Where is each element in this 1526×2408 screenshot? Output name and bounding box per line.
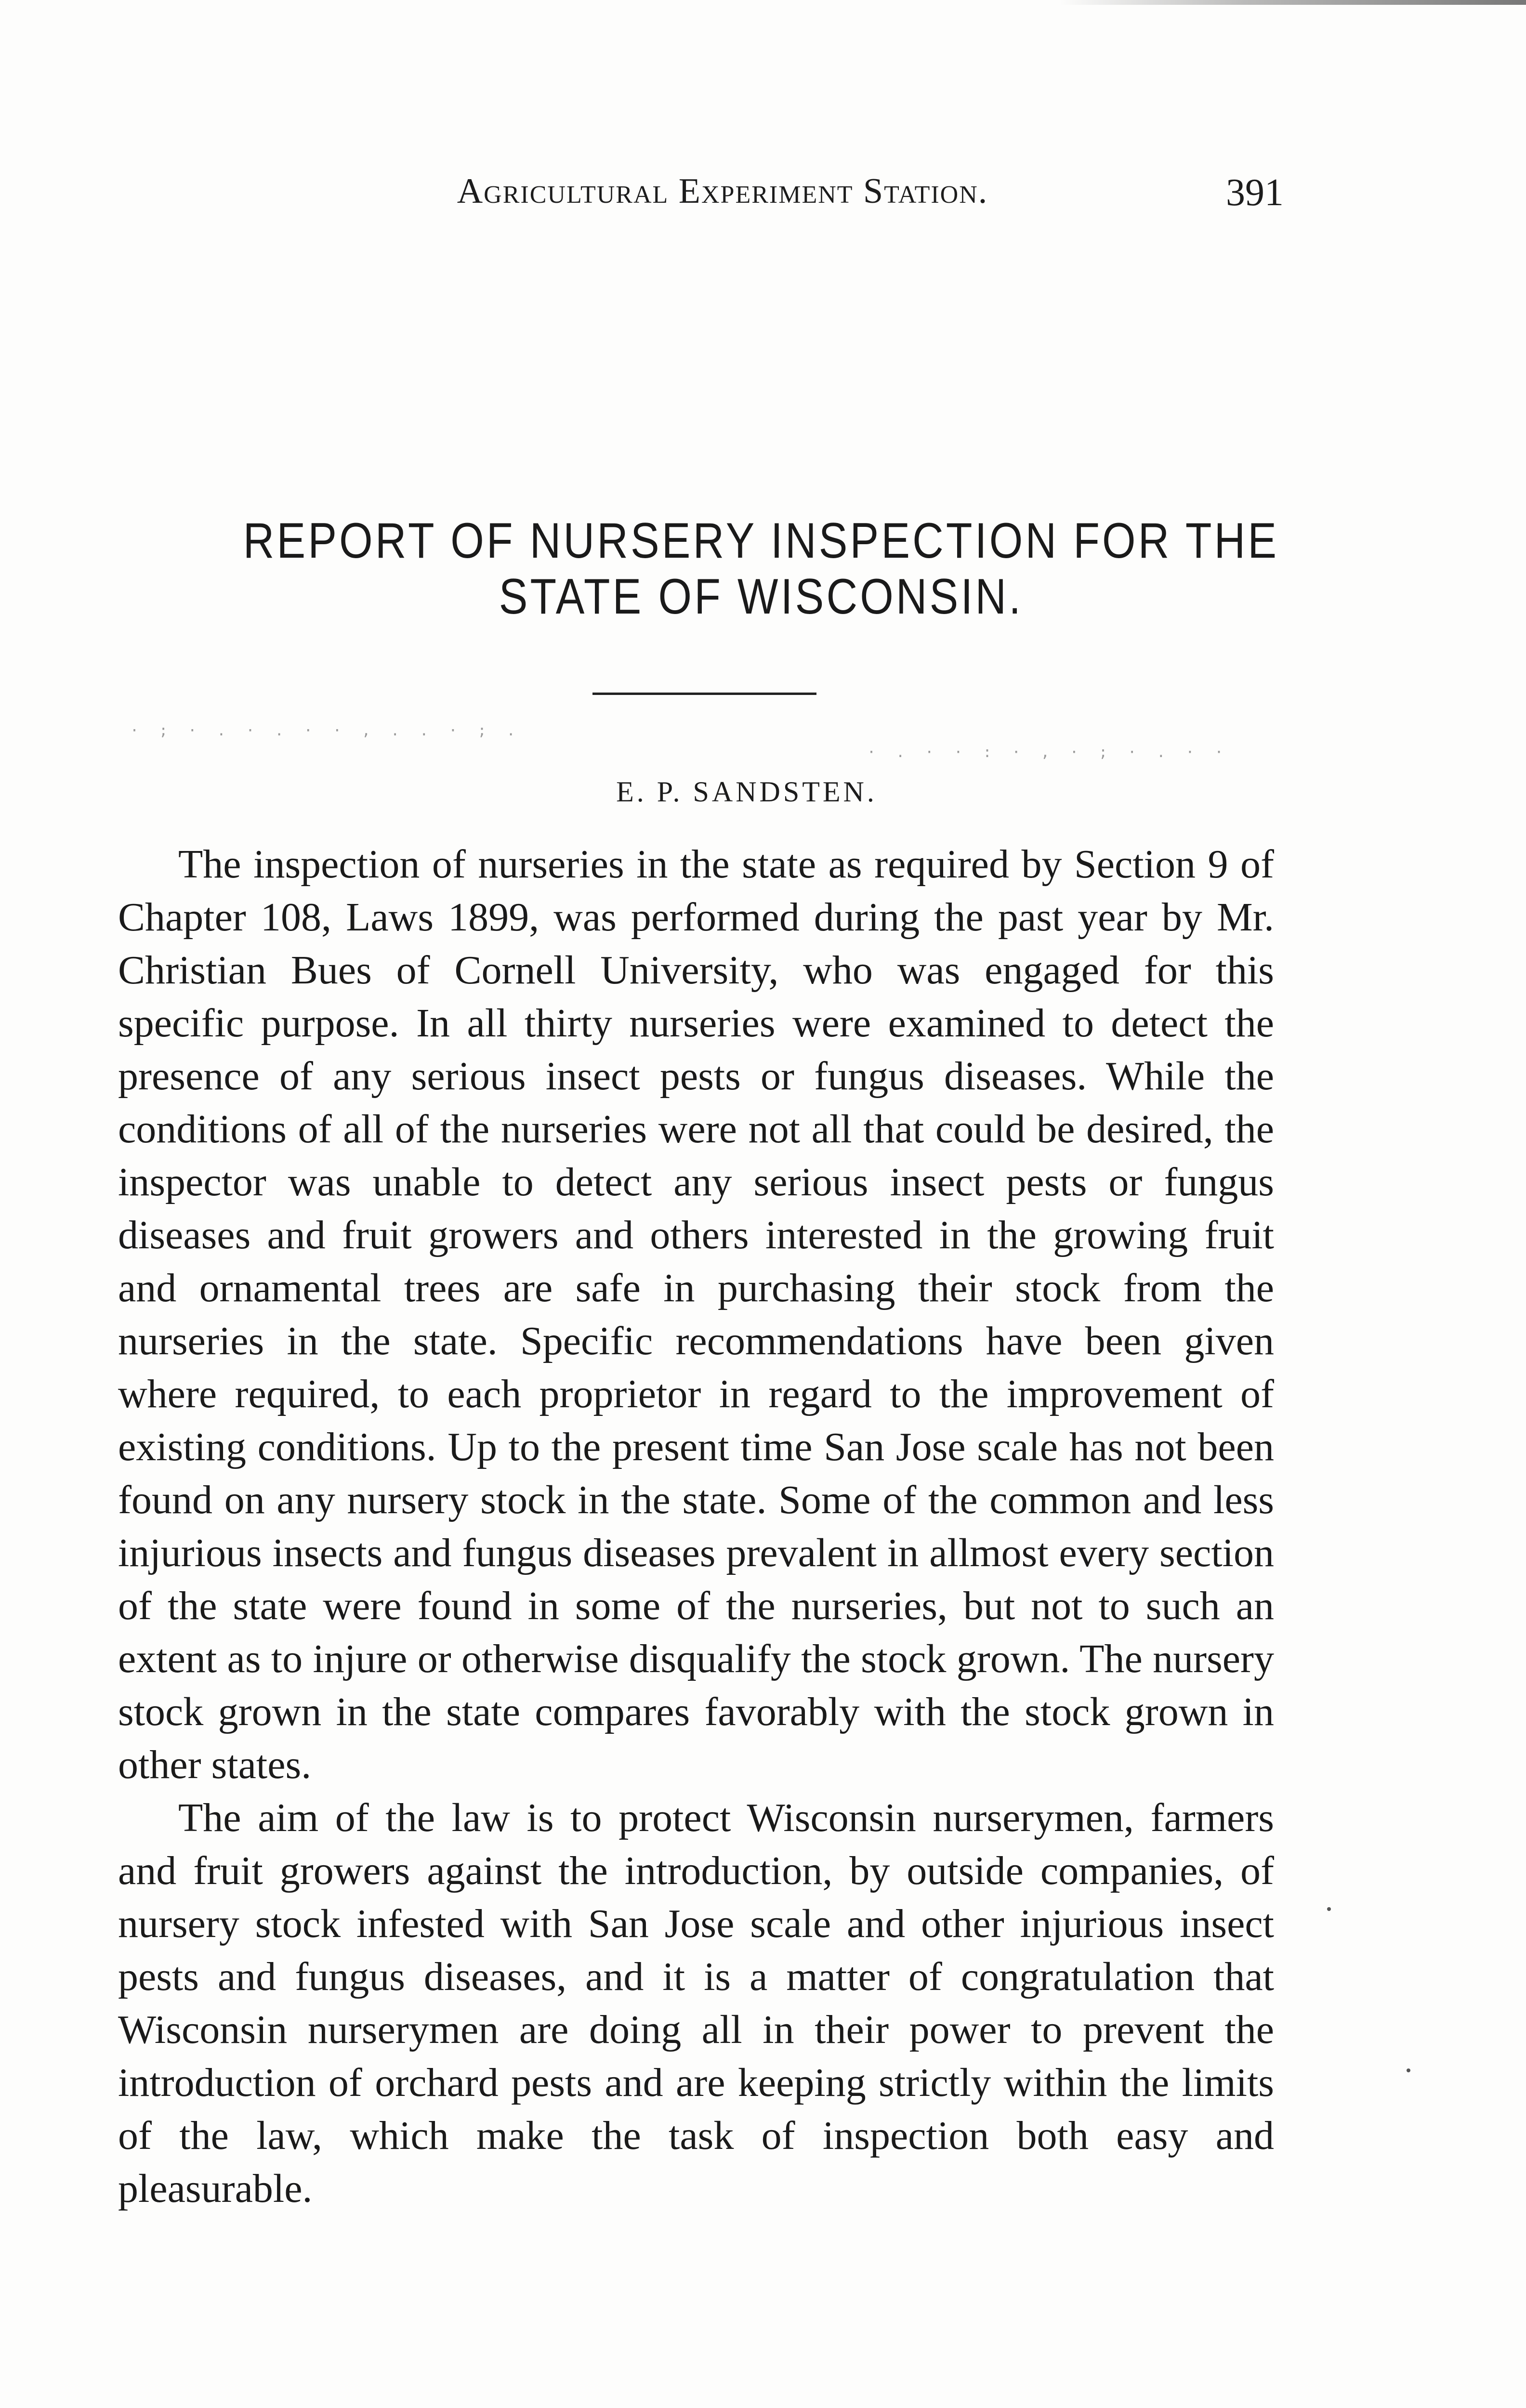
scan-edge-artifact xyxy=(1060,0,1526,5)
author-name: E. P. SANDSTEN. xyxy=(616,776,877,808)
paragraph-1: The inspection of nurseries in the state as required by Section 9 of Chapter 108, Laws 1899, was performed during the past year by Mr. Christian Bues of Cornell University, who was engaged for this specific purpose. In all thirty nurseries were examined to detect the presence of any serious insect pests or fungus diseases. While the conditions of all of the nurseries were not all that could be desired, the inspector was unable to detect any serious insect pests or fungus diseases and fruit growers and others interested in the growing fruit and ornamental trees are safe in purchasing their stock from the nurseries in the state. Specific recommendations have been given where required, to each proprietor in regard to the improvement of existing conditions. Up to the present time San Jose scale has not been found on any nursery stock in the state. Some of the common and less injurious insects and fungus diseases prevalent in allmost every section of the state were found in some of the nurseries, but not to such an extent as to injure or otherwise disqualify the stock grown. The nursery stock grown in the state compares favorably with the stock grown in other states. xyxy=(118,842,1274,1787)
margin-mark xyxy=(1327,1907,1331,1911)
scan-speckle-right: · . · · : · , · ; · . · · xyxy=(867,744,1229,761)
article-title: REPORT OF NURSERY INSPECTION FOR THE STATE OF WISCONSIN. xyxy=(243,513,1279,625)
page-number: 391 xyxy=(1226,171,1284,214)
paragraph-2: The aim of the law is to protect Wisconsin nurserymen, farmers and fruit growers against the introduction, by outside companies, of nursery stock infested with San Jose scale and other injurious insect pests and fungus diseases, and it is a matter of congratulation that Wisconsin nurserymen are doing all in their power to prevent the introduction of orchard pests and are keeping strictly within the limits of the law, which make the task of inspection both easy and pleasurable. xyxy=(118,1795,1274,2211)
running-head: Agricultural Experiment Station. xyxy=(457,171,988,211)
margin-mark xyxy=(1407,2068,1410,2072)
article-body xyxy=(118,838,1274,2215)
scan-speckle-left: · ; · . · . · · , . . · ; . xyxy=(130,722,521,739)
title-rule xyxy=(592,693,816,695)
